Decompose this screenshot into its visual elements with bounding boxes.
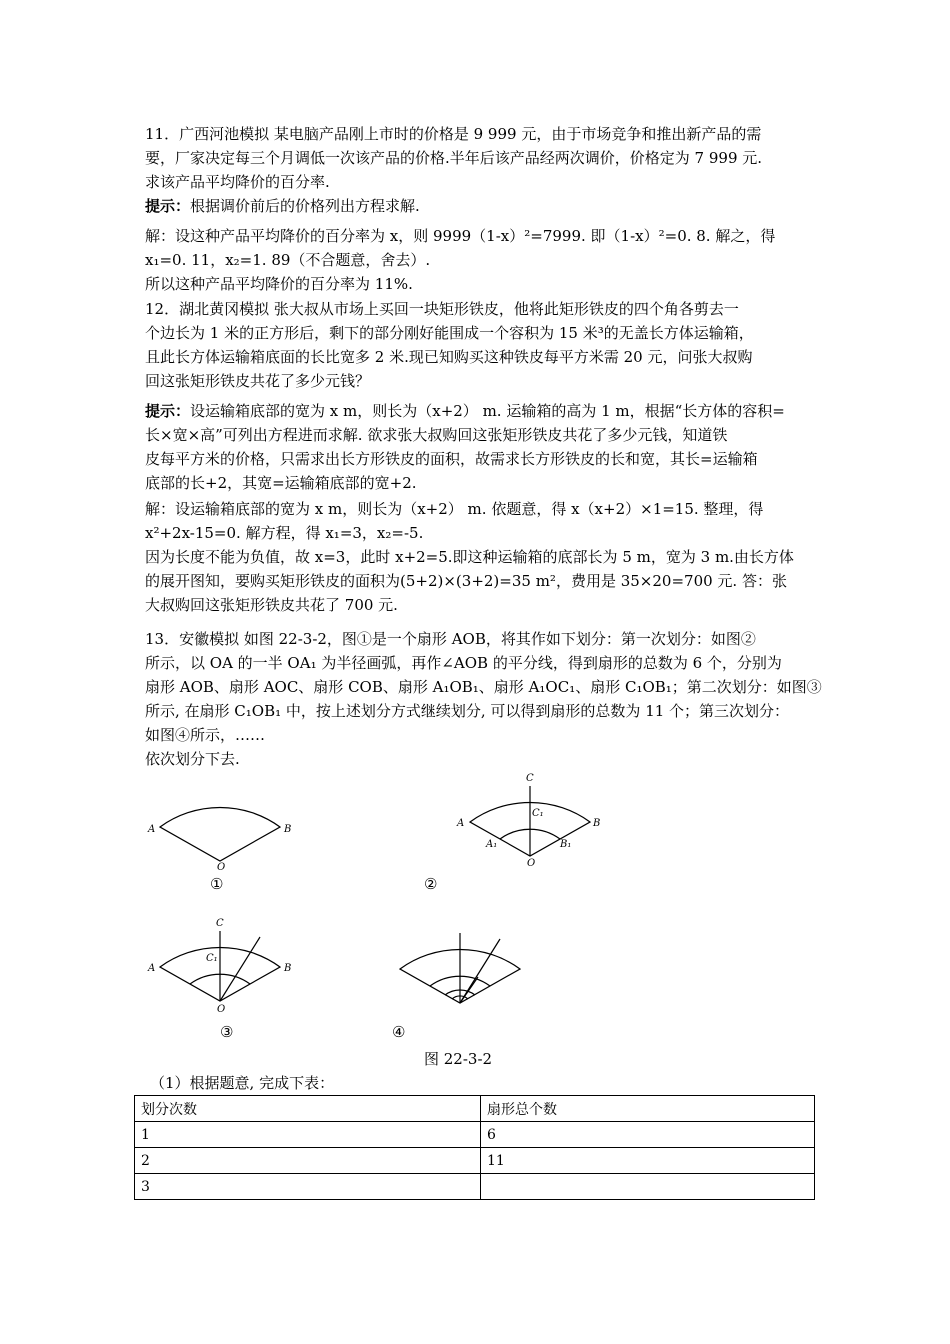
q13-line-1: 13．安徽模拟 如图 22-3-2，图①是一个扇形 AOB，将其作如下划分：第一次划分：如图② (145, 630, 756, 648)
fig3-label-c1: C₁ (206, 953, 218, 964)
fig1-label-a: A (148, 824, 156, 835)
fig2-label-b: B (593, 818, 601, 829)
table-cell[interactable] (481, 1174, 815, 1200)
q12-solution-3: 因为长度不能为负值，故 x=3，此时 x+2=5.即这种运输箱的底部长为 5 m，宽为 3 m.由长方体 (145, 548, 794, 566)
table-cell: 1 (135, 1122, 481, 1148)
figure-2-sector (450, 770, 610, 870)
table-row (135, 1122, 815, 1148)
fig3-label-c: C (216, 918, 224, 929)
q11-solution-2: x₁=0. 11，x₂=1. 89（不合题意，舍去）. (145, 251, 431, 269)
q12-hint-label: 提示： (145, 402, 191, 420)
q12-solution-1: 解：设运输箱底部的宽为 x m，则长为（x+2） m. 依题意，得 x（x+2）×1=15. 整理，得 (145, 500, 764, 518)
table-header-cell: 划分次数 (135, 1096, 481, 1122)
figure-1-sector (140, 785, 310, 870)
fig2-label-c1: C₁ (532, 808, 544, 819)
fig3-number: ③ (220, 1023, 234, 1041)
q12-line-4: 回这张矩形铁皮共花了多少元钱？ (145, 372, 371, 390)
q13-subquestion-1: （1）根据题意, 完成下表： (150, 1074, 335, 1092)
fig4-number: ④ (392, 1023, 406, 1041)
fig3-label-b: B (284, 963, 292, 974)
q12-hint-2: 长×宽×高”可列出方程进而求解. 欲求张大叔购回这张矩形铁皮共花了多少元钱，知道铁 (145, 426, 728, 444)
table-cell: 2 (135, 1148, 481, 1174)
table-row (135, 1148, 815, 1174)
fig3-label-a: A (148, 963, 156, 974)
q12-hint-1 (145, 399, 810, 423)
q11-hint-text: 根据调价前后的价格列出方程求解. (190, 197, 420, 215)
fig2-label-b1: B₁ (560, 839, 572, 850)
q12-solution-5: 大叔购回这张矩形铁皮共花了 700 元. (145, 596, 398, 614)
q11-line-2: 要，厂家决定每三个月调低一次该产品的价格.半年后该产品经两次调价，价格定为 7 999 元. (145, 149, 763, 167)
fig2-label-o: O (527, 858, 536, 869)
figure-caption: 图 22-3-2 (424, 1050, 493, 1068)
table-cell: 11 (481, 1148, 815, 1174)
table-row (135, 1174, 815, 1200)
table-header-row (135, 1096, 815, 1122)
q11-line-3 (145, 170, 810, 194)
q12-hint-3: 皮每平方米的价格，只需求出长方形铁皮的面积，故需求长方形铁皮的长和宽，其长=运输箱 (145, 450, 758, 468)
q12-hint-text: 设运输箱底部的宽为 x m，则长为（x+2） m. 运输箱的高为 1 m，根据“长方体的容积= (190, 402, 785, 420)
q11-line-3-text: 求该产品平均降价的百分率. (145, 173, 330, 191)
fig1-label-o: O (217, 862, 226, 870)
fig1-number: ① (210, 875, 224, 893)
fig1-label-b: B (284, 824, 292, 835)
q13-line-5: 如图④所示，…… (145, 726, 266, 744)
q12-line-3: 且此长方体运输箱底面的长比宽多 2 米.现已知购买这种铁皮每平方米需 20 元，问张大叔购 (145, 348, 753, 366)
fig2-number: ② (424, 875, 438, 893)
fig2-label-a1: A₁ (486, 839, 498, 850)
q12-solution-4: 的展开图知，要购买矩形铁皮的面积为(5+2)×(3+2)=35 m²，费用是 35×20=700 元. 答：张 (145, 572, 787, 590)
q12-line-2: 个边长为 1 米的正方形后，剩下的部分刚好能围成一个容积为 15 米³的无盖长方体运输箱， (145, 324, 754, 342)
table-header-cell: 扇形总个数 (481, 1096, 815, 1122)
q13-line-3: 扇形 AOB、扇形 AOC、扇形 COB、扇形 A₁OB₁、扇形 A₁OC₁、扇形 C₁OB₁；第二次划分：如图③ (145, 678, 822, 696)
q13-line-4: 所示, 在扇形 C₁OB₁ 中，按上述划分方式继续划分, 可以得到扇形的总数为 11 个；第三次划分： (145, 702, 790, 720)
fig3-label-o: O (217, 1004, 226, 1015)
table-cell: 6 (481, 1122, 815, 1148)
fig2-label-c: C (526, 773, 534, 784)
q11-hint (145, 194, 810, 218)
q12-solution-2: x²+2x-15=0. 解方程，得 x₁=3，x₂=-5. (145, 524, 424, 542)
table-cell: 3 (135, 1174, 481, 1200)
q12-line-1: 12．湖北黄冈模拟 张大叔从市场上买回一块矩形铁皮，他将此矩形铁皮的四个角各剪去一 (145, 300, 739, 318)
q11-hint-label: 提示： (145, 197, 191, 215)
q13-line-2: 所示，以 OA 的一半 OA₁ 为半径画弧，再作∠AOB 的平分线，得到扇形的总数为 6 个，分别为 (145, 654, 782, 672)
figure-3-sector (140, 915, 310, 1015)
division-table (134, 1095, 815, 1200)
q11-line-1: 11．广西河池模拟 某电脑产品刚上市时的价格是 9 999 元，由于市场竞争和推出新产品的需 (145, 125, 762, 143)
q12-hint-4: 底部的长+2，其宽=运输箱底部的宽+2. (145, 474, 417, 492)
q13-line-6: 依次划分下去. (145, 750, 240, 768)
fig2-label-a: A (457, 818, 465, 829)
q11-solution-1: 解：设这种产品平均降价的百分率为 x，则 9999（1-x）²=7999. 即（1-x）²=0. 8. 解之，得 (145, 227, 776, 245)
q11-solution-3: 所以这种产品平均降价的百分率为 11%. (145, 275, 413, 293)
figure-4-sector (392, 925, 532, 1015)
